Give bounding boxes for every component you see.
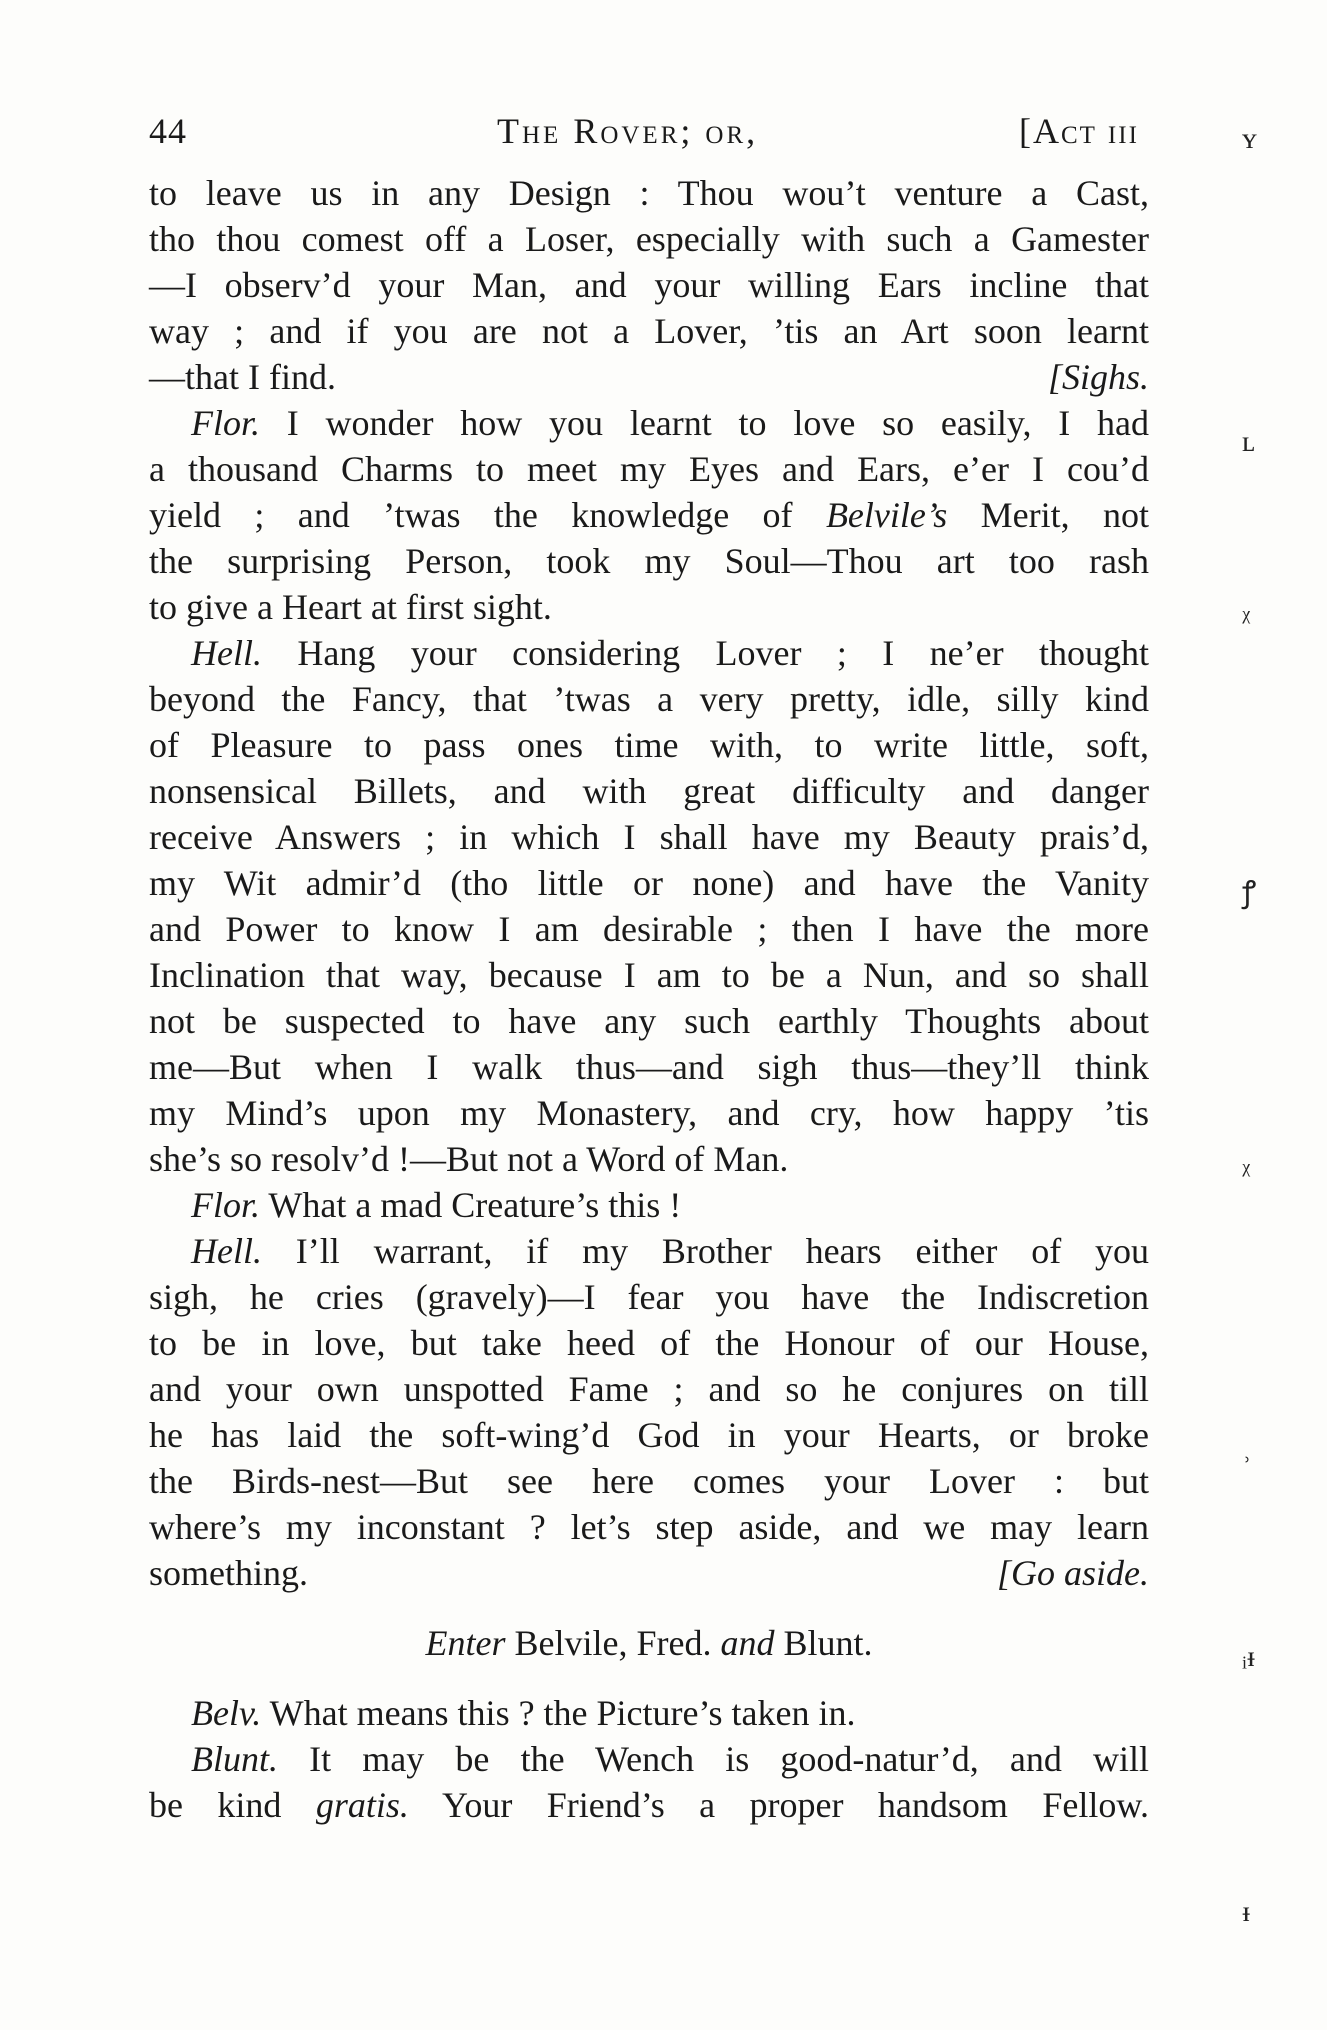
text-line: —I observ’d your Man, and your willing Ears incline that — [149, 265, 1149, 305]
text-line: my Wit admir’d (tho little or none) and have the Vanity — [149, 863, 1149, 903]
character-names: Belvile, Fred. — [505, 1623, 721, 1663]
act-marker: [Act iii — [1019, 111, 1139, 151]
line-text: yield ; and ’twas the knowledge of — [149, 495, 826, 535]
speech-line — [149, 630, 1149, 676]
text-line: beyond the Fancy, that ’twas a very pretty, idle, silly kind — [149, 679, 1149, 719]
text-line: not be suspected to have any such earthly Thoughts about — [149, 1001, 1149, 1041]
text-line: and Power to know I am desirable ; then I have the more — [149, 909, 1149, 949]
text-line: nonsensical Billets, and with great difficulty and danger — [149, 771, 1149, 811]
text-line: the surprising Person, took my Soul—Thou art too rash — [149, 541, 1149, 581]
text-line: of Pleasure to pass ones time with, to write little, soft, — [149, 725, 1149, 765]
running-header — [149, 110, 1149, 164]
speaker-name: Hell. — [191, 1231, 262, 1271]
entrance-stage-direction — [149, 1620, 1149, 1666]
running-title: The Rover; or, — [497, 111, 759, 151]
text-line: where’s my inconstant ? let’s step aside, and we may learn — [149, 1507, 1149, 1547]
text-line: tho thou comest off a Loser, especially with such a Gamester — [149, 219, 1149, 259]
speaker-name: Flor. — [191, 1185, 261, 1225]
speaker-name: Blunt. — [191, 1739, 278, 1779]
speech-text: It may be the Wench is good-natur’d, and will — [278, 1739, 1149, 1779]
speech-line — [149, 1228, 1149, 1274]
line-text: —that I find. — [149, 357, 336, 397]
margin-ink-mark: ᵡ — [1242, 602, 1251, 635]
play-text — [149, 170, 1149, 1828]
text-line — [149, 354, 1149, 400]
stage-direction-sighs: [Sighs. — [1047, 357, 1149, 397]
text-line: sigh, he cries (gravely)—I fear you have the Indiscretion — [149, 1277, 1149, 1317]
text-line: and your own unspotted Fame ; and so he conjures on till — [149, 1369, 1149, 1409]
margin-ink-mark: ᵻ — [1242, 1895, 1251, 1928]
margin-ink-mark: ʟ — [1242, 425, 1255, 458]
margin-ink-mark: ᵡ — [1242, 1155, 1251, 1188]
speech-text: Hang your considering Lover ; I ne’er thought — [261, 633, 1149, 673]
page-number: 44 — [149, 111, 187, 151]
speaker-name: Belv. — [191, 1693, 262, 1733]
text-line: the Birds-nest—But see here comes your Lover : but — [149, 1461, 1149, 1501]
text-line: my Mind’s upon my Monastery, and cry, how happy ’tis — [149, 1093, 1149, 1133]
character-names: Blunt. — [774, 1623, 873, 1663]
text-line: he has laid the soft-wing’d God in your Hearts, or broke — [149, 1415, 1149, 1455]
speech-text: What a mad Creature’s this ! — [260, 1185, 682, 1225]
text-line — [149, 492, 1149, 538]
text-line: receive Answers ; in which I shall have my Beauty prais’d, — [149, 817, 1149, 857]
speech-text: What means this ? the Picture’s taken in. — [261, 1693, 856, 1733]
and-word: and — [720, 1623, 775, 1663]
speaker-name: Hell. — [191, 633, 262, 673]
text-line: to give a Heart at first sight. — [149, 587, 552, 627]
italic-name: Belvile’s — [825, 495, 948, 535]
stage-direction-go-aside: [Go aside. — [997, 1553, 1149, 1593]
speech-line — [149, 1182, 1149, 1228]
margin-ink-mark: ᵢᵻ — [1242, 1640, 1256, 1673]
text-line — [149, 1550, 1149, 1596]
text-line: to leave us in any Design : Thou wou’t venture a Cast, — [149, 173, 1149, 213]
margin-ink-mark: ꝭ — [1242, 876, 1257, 909]
text-line: to be in love, but take heed of the Honour of our House, — [149, 1323, 1149, 1363]
text-line: me—But when I walk thus—and sigh thus—they’ll think — [149, 1047, 1149, 1087]
line-text: be kind — [149, 1785, 316, 1825]
speech-text: I’ll warrant, if my Brother hears either of you — [261, 1231, 1149, 1271]
enter-word: Enter — [425, 1623, 506, 1663]
line-text: something. — [149, 1553, 308, 1593]
text-line: she’s so resolv’d !—But not a Word of Man. — [149, 1139, 789, 1179]
text-line: a thousand Charms to meet my Eyes and Ears, e’er I cou’d — [149, 449, 1149, 489]
text-line: way ; and if you are not a Lover, ’tis an Art soon learnt — [149, 311, 1149, 351]
margin-ink-mark: ˒ — [1242, 1438, 1252, 1471]
margin-ink-mark: ʏ — [1242, 122, 1257, 155]
speech-line — [149, 1690, 1149, 1736]
speech-text: I wonder how you learnt to love so easily, I had — [260, 403, 1149, 443]
speaker-name: Flor. — [191, 403, 261, 443]
line-text: Merit, not — [947, 495, 1149, 535]
text-line: Inclination that way, because I am to be a Nun, and so shall — [149, 955, 1149, 995]
italic-word: gratis. — [315, 1785, 409, 1825]
speech-line — [149, 1736, 1149, 1782]
text-line — [149, 1782, 1149, 1828]
speech-line — [149, 400, 1149, 446]
line-text: Your Friend’s a proper handsom Fellow. — [408, 1785, 1150, 1825]
